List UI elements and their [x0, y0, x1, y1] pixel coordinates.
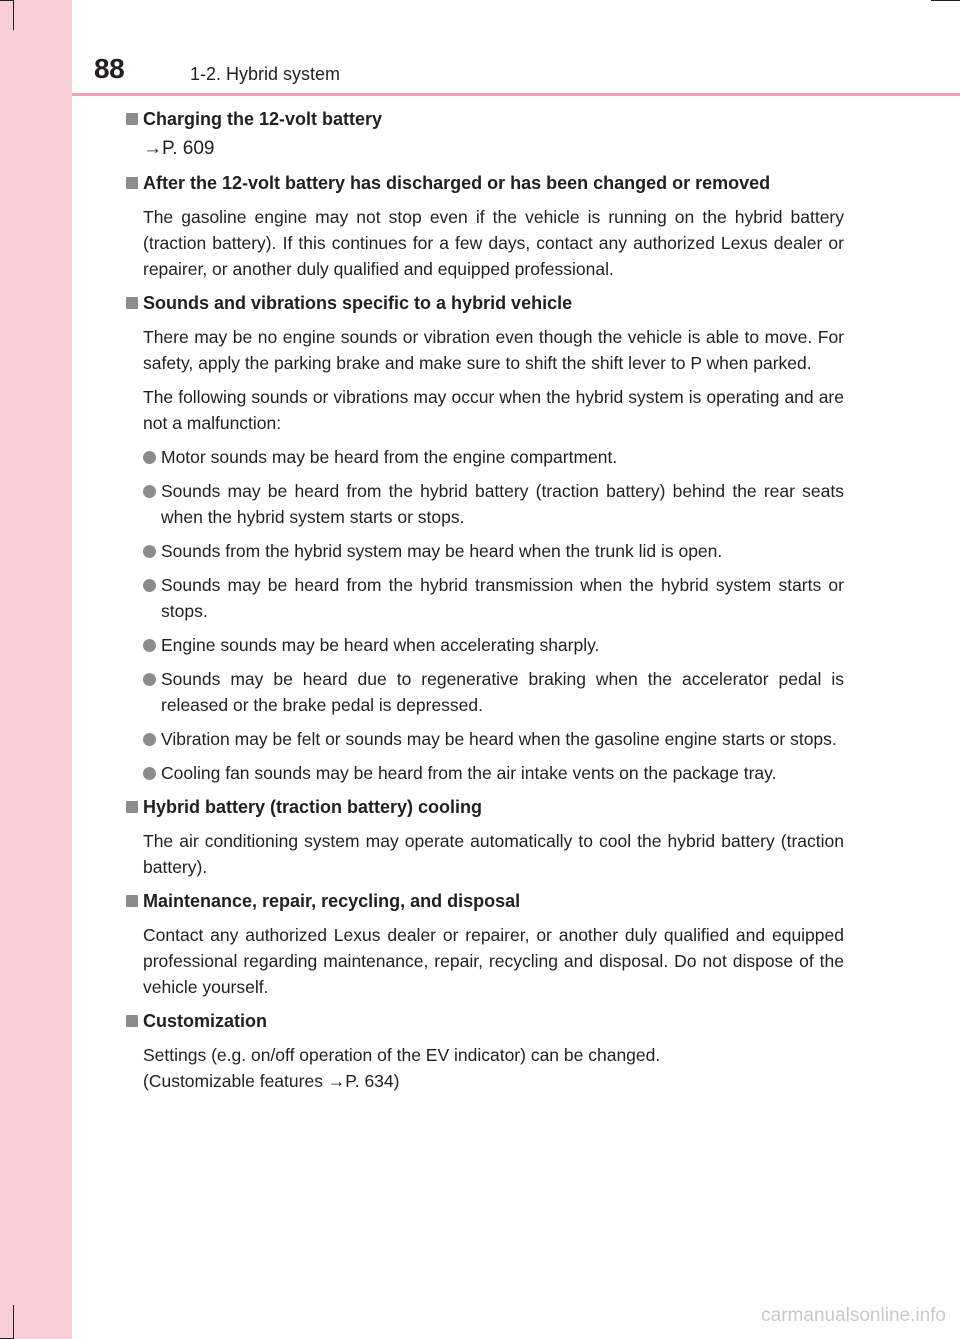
- header-rule: [72, 93, 960, 96]
- page-margin-band: [0, 0, 72, 1339]
- crop-mark-bottom-left-v: [13, 1305, 14, 1339]
- heading-charging: Charging the 12-volt battery: [124, 106, 844, 132]
- heading-sounds-vibrations: Sounds and vibrations specific to a hybrid vehicle: [124, 290, 844, 316]
- square-bullet-icon: [126, 1015, 138, 1027]
- list-item: Sounds from the hybrid system may be heard when the trunk lid is open.: [124, 538, 844, 564]
- square-bullet-icon: [126, 177, 138, 189]
- list-item: Sounds may be heard from the hybrid battery (traction battery) behind the rear seats when the hybrid system starts or stops.: [124, 478, 844, 530]
- circle-bullet-icon: [143, 639, 156, 652]
- list-item: Sounds may be heard due to regenerative braking when the accelerator pedal is released or the brake pedal is depressed.: [124, 666, 844, 718]
- crop-mark-top-left-h: [0, 0, 13, 1]
- circle-bullet-icon: [143, 545, 156, 558]
- page-reference-link[interactable]: →P. 609: [143, 138, 215, 159]
- square-bullet-icon: [126, 895, 138, 907]
- heading-maintenance: Maintenance, repair, recycling, and disposal: [124, 888, 844, 914]
- square-bullet-icon: [126, 113, 138, 125]
- paragraph: Settings (e.g. on/off operation of the EV indicator) can be changed.: [143, 1045, 661, 1065]
- page-content: [124, 106, 844, 1094]
- circle-bullet-icon: [143, 451, 156, 464]
- paragraph: There may be no engine sounds or vibration even though the vehicle is able to move. For safety, apply the parking brake and make sure to shift the shift lever to P when parked.: [143, 327, 844, 373]
- heading-customization: Customization: [124, 1008, 844, 1034]
- paragraph: Contact any authorized Lexus dealer or repairer, or another duly qualified and equipped professional regarding maintenance, repair, recycling and disposal. Do not dispose of the vehicle yourself.: [143, 925, 844, 997]
- list-item: Sounds may be heard from the hybrid transmission when the hybrid system starts or stops.: [124, 572, 844, 624]
- circle-bullet-icon: [143, 485, 156, 498]
- crop-mark-top-right: [931, 0, 960, 1]
- circle-bullet-icon: [143, 733, 156, 746]
- paragraph: The following sounds or vibrations may occur when the hybrid system is operating and are not a malfunction:: [143, 387, 844, 433]
- list-item: Vibration may be felt or sounds may be heard when the gasoline engine starts or stops.: [124, 726, 844, 752]
- list-item: Engine sounds may be heard when accelerating sharply.: [124, 632, 844, 658]
- square-bullet-icon: [126, 297, 138, 309]
- circle-bullet-icon: [143, 767, 156, 780]
- paragraph: The gasoline engine may not stop even if the vehicle is running on the hybrid battery (traction battery). If this continues for a few days, contact any authorized Lexus dealer or repairer, or another duly qualified and equipped professional.: [143, 207, 844, 279]
- watermark: carmanualsonline.info: [761, 1305, 946, 1326]
- crop-mark-top-left-v: [13, 0, 14, 30]
- circle-bullet-icon: [143, 579, 156, 592]
- page-reference-link[interactable]: (Customizable features →P. 634): [143, 1071, 400, 1091]
- section-title: 1-2. Hybrid system: [190, 64, 341, 84]
- square-bullet-icon: [126, 801, 138, 813]
- page-number: 88: [94, 53, 125, 84]
- circle-bullet-icon: [143, 673, 156, 686]
- heading-battery-cooling: Hybrid battery (traction battery) cooling: [124, 794, 844, 820]
- paragraph: The air conditioning system may operate automatically to cool the hybrid battery (traction battery).: [143, 831, 844, 877]
- heading-battery-discharged: After the 12-volt battery has discharged or has been changed or removed: [124, 170, 844, 196]
- list-item: Motor sounds may be heard from the engine compartment.: [124, 444, 844, 470]
- list-item: Cooling fan sounds may be heard from the air intake vents on the package tray.: [124, 760, 844, 786]
